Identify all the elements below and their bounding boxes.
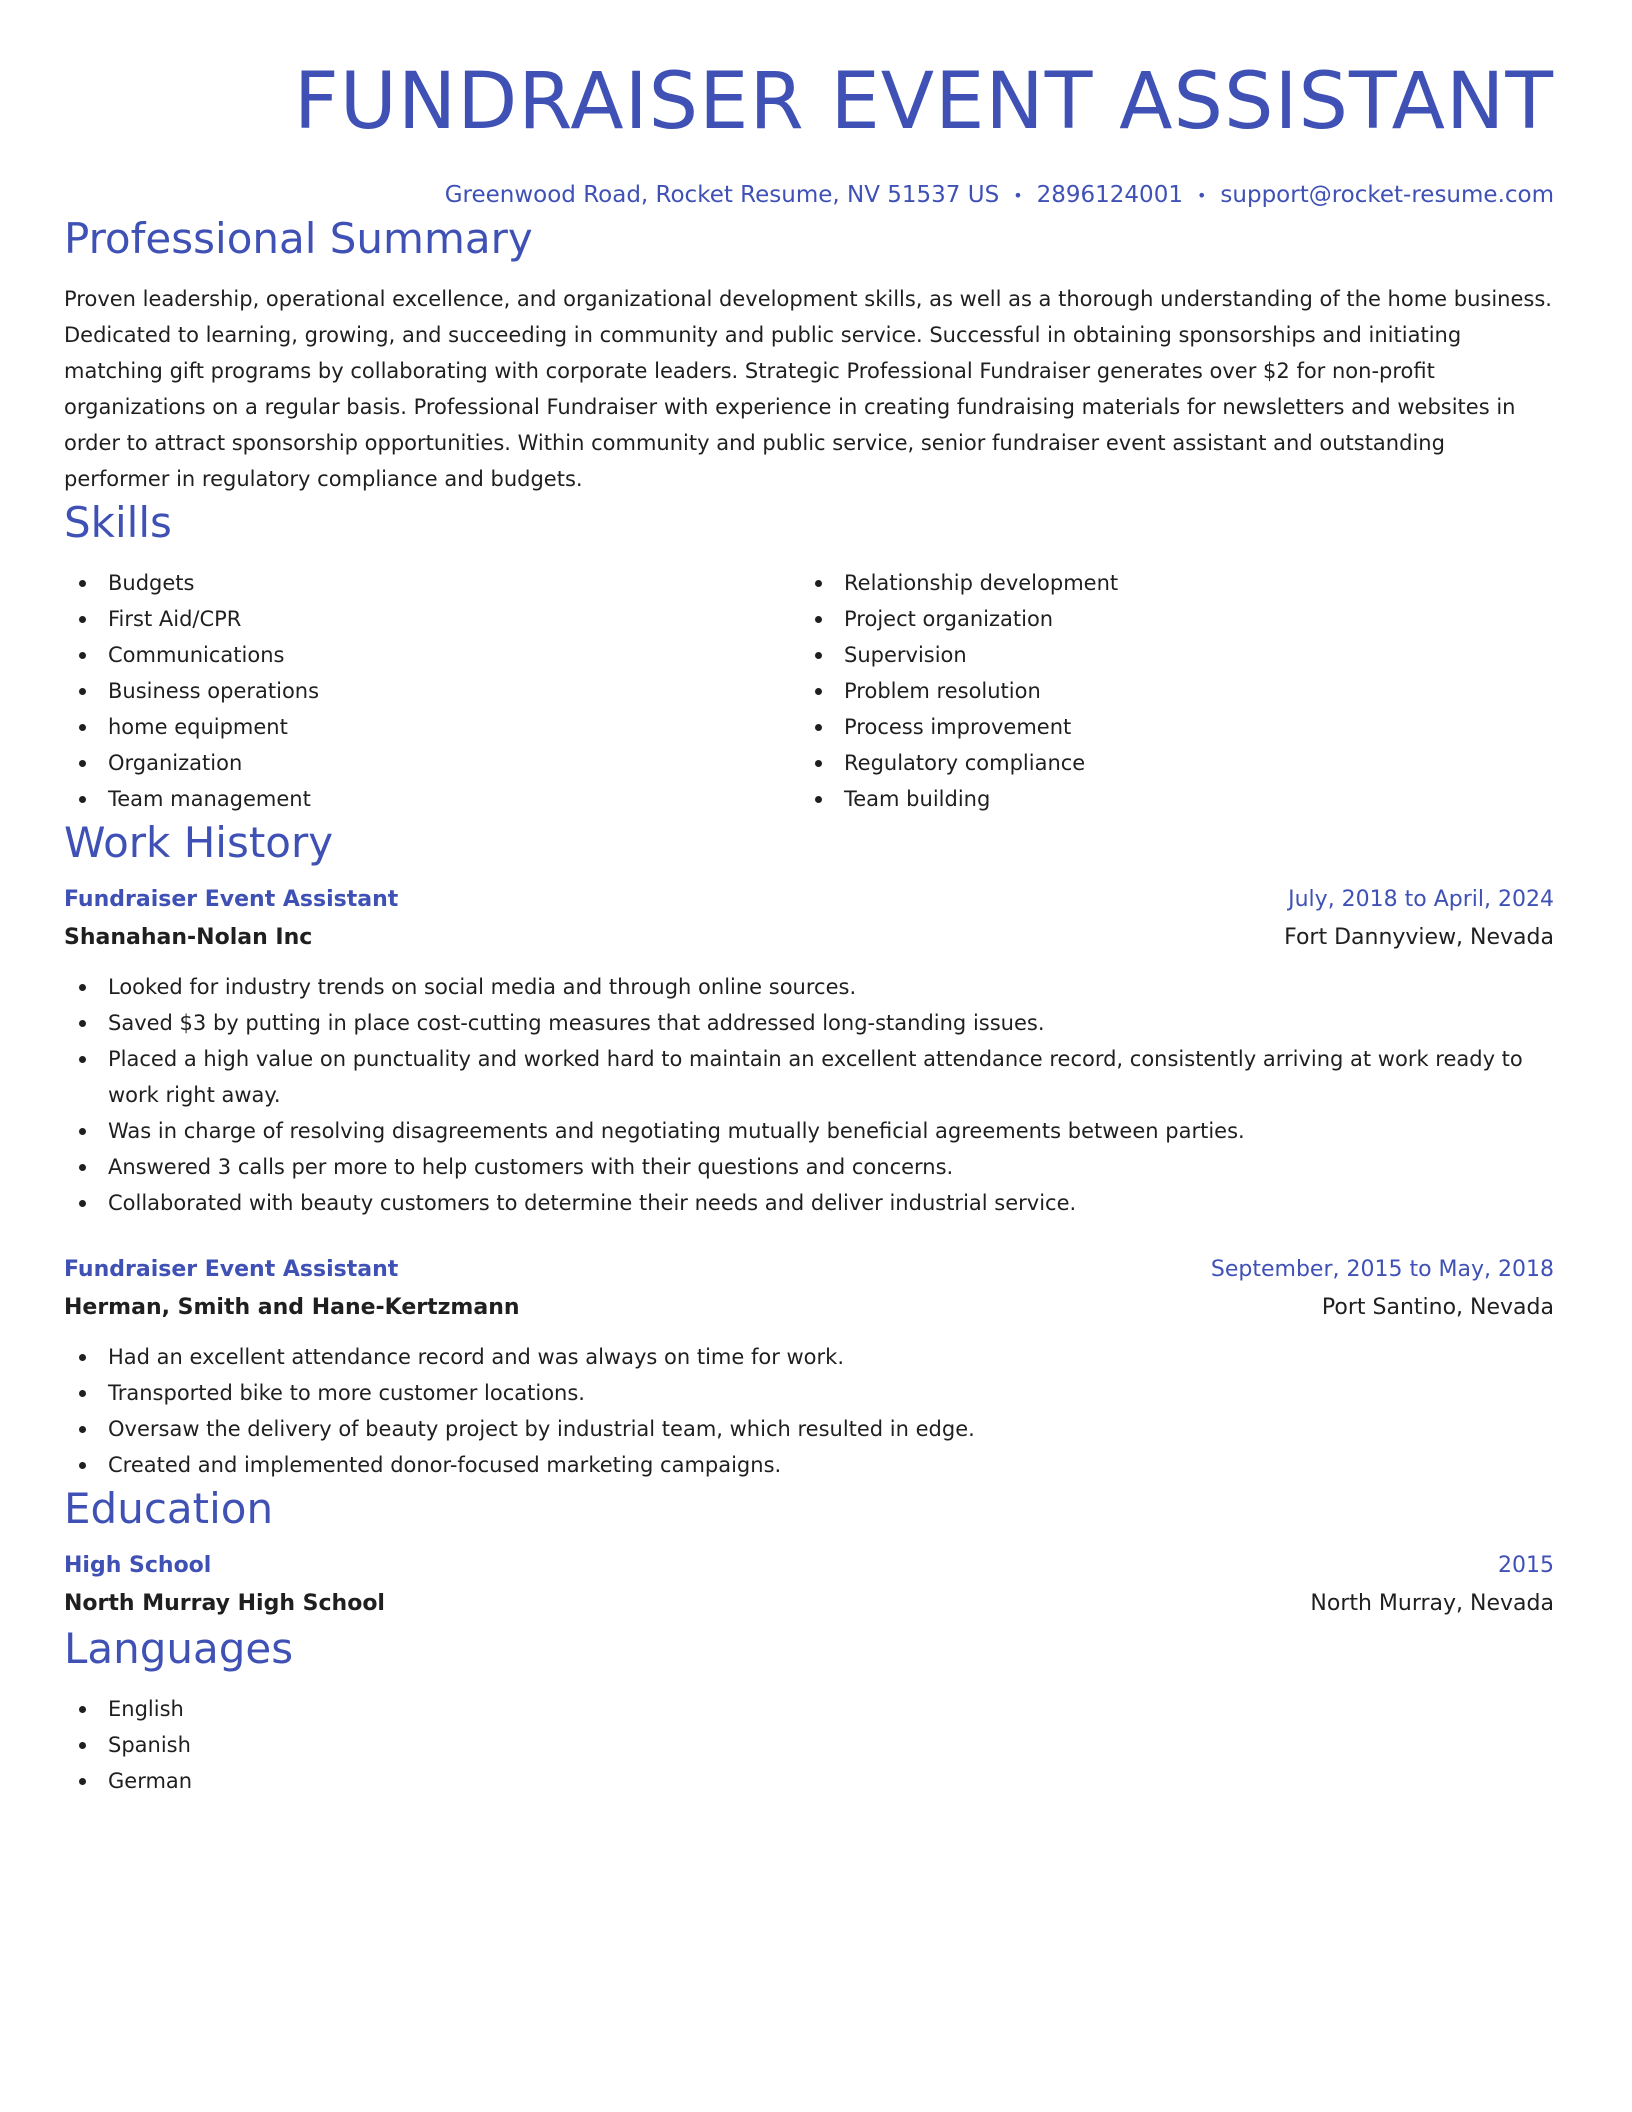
contact-address: Greenwood Road, Rocket Resume, NV 51537 US	[444, 182, 1000, 208]
education-degree-row	[64, 1547, 1554, 1585]
education-year: 2015	[1498, 1552, 1554, 1578]
education-school: North Murray High School	[64, 1590, 385, 1616]
skill-item: Team management	[64, 781, 800, 817]
job-bullet: Collaborated with beauty customers to determine their needs and deliver industrial service.	[64, 1185, 1554, 1221]
job-title-row	[64, 1251, 1554, 1289]
job-bullet: Oversaw the delivery of beauty project by industrial team, which resulted in edge.	[64, 1411, 1554, 1447]
job-company: Shanahan-Nolan Inc	[64, 924, 313, 950]
languages-list	[64, 1691, 1554, 1799]
education-entry	[64, 1547, 1554, 1623]
summary-text: Proven leadership, operational excellence, and organizational development skills, as well as a thorough understanding of the home business. Dedicated to learning, growing, and succeeding in community and public service. Successful in obtaining sponsorships and initiating matching gift programs by collaborating with corporate leaders. Strategic Professional Fundraiser generates over $2 for non-profit organizations on a regular basis. Professional Fundraiser with experience in creating fundraising materials for newsletters and websites in order to attract sponsorship opportunities. Within community and public service, senior fundraiser event assistant and outstanding performer in regulatory compliance and budgets.	[64, 286, 1552, 491]
languages-heading: Languages	[64, 1623, 294, 1673]
job-title-row	[64, 881, 1554, 919]
summary-heading: Professional Summary	[64, 213, 533, 263]
skill-item: Organization	[64, 745, 800, 781]
job-dates: July, 2018 to April, 2024	[1288, 886, 1554, 912]
skill-item: Budgets	[64, 565, 800, 601]
contact-email[interactable]: support@rocket-resume.com	[1220, 182, 1554, 208]
resume-page	[64, 0, 1554, 1799]
skill-item: Team building	[800, 781, 1536, 817]
skill-item: Process improvement	[800, 709, 1536, 745]
education-school-row	[64, 1585, 1554, 1623]
job-title: Fundraiser Event Assistant	[64, 886, 399, 912]
job-bullet: Answered 3 calls per more to help customers with their questions and concerns.	[64, 1149, 1554, 1185]
job-bullet: Created and implemented donor-focused marketing campaigns.	[64, 1447, 1554, 1483]
job-location: Fort Dannyview, Nevada	[1284, 924, 1554, 950]
contact-separator: •	[1196, 185, 1207, 205]
job-dates: September, 2015 to May, 2018	[1210, 1256, 1554, 1282]
skill-item: Problem resolution	[800, 673, 1536, 709]
job-bullet: Was in charge of resolving disagreements and negotiating mutually beneficial agreements between parties.	[64, 1113, 1554, 1149]
job-bullets	[64, 1339, 1554, 1483]
job-entry	[64, 881, 1554, 1221]
job-bullet: Had an excellent attendance record and was always on time for work.	[64, 1339, 1554, 1375]
education-heading: Education	[64, 1483, 274, 1533]
job-company-row	[64, 919, 1554, 957]
skill-item: Business operations	[64, 673, 800, 709]
contact-phone: 2896124001	[1036, 182, 1183, 208]
skill-item: home equipment	[64, 709, 800, 745]
language-item: English	[64, 1691, 1554, 1727]
skill-item: Regulatory compliance	[800, 745, 1536, 781]
work-history-heading: Work History	[64, 817, 334, 867]
resume-title: FUNDRAISER EVENT ASSISTANT	[293, 57, 1554, 147]
job-company: Herman, Smith and Hane-Kertzmann	[64, 1294, 520, 1320]
language-item: German	[64, 1763, 1554, 1799]
skill-item: Communications	[64, 637, 800, 673]
skills-columns	[64, 565, 1554, 817]
education-location: North Murray, Nevada	[1310, 1590, 1554, 1616]
job-title: Fundraiser Event Assistant	[64, 1256, 399, 1282]
job-company-row	[64, 1289, 1554, 1327]
skills-left-list	[64, 565, 800, 817]
skill-item: Supervision	[800, 637, 1536, 673]
skill-item: First Aid/CPR	[64, 601, 800, 637]
job-location: Port Santino, Nevada	[1321, 1294, 1554, 1320]
job-bullets	[64, 969, 1554, 1221]
contact-line	[64, 178, 1554, 213]
education-degree: High School	[64, 1552, 212, 1578]
skills-heading: Skills	[64, 497, 172, 547]
job-entry	[64, 1251, 1554, 1483]
job-bullet: Saved $3 by putting in place cost-cutting measures that addressed long-standing issues.	[64, 1005, 1554, 1041]
skill-item: Relationship development	[800, 565, 1536, 601]
skill-item: Project organization	[800, 601, 1536, 637]
skills-right-list	[800, 565, 1536, 817]
job-bullet: Transported bike to more customer locations.	[64, 1375, 1554, 1411]
job-bullet: Placed a high value on punctuality and worked hard to maintain an excellent attendance record, consistently arriving at work ready to work right away.	[64, 1041, 1554, 1113]
language-item: Spanish	[64, 1727, 1554, 1763]
contact-separator: •	[1013, 185, 1023, 205]
job-bullet: Looked for industry trends on social media and through online sources.	[64, 969, 1554, 1005]
